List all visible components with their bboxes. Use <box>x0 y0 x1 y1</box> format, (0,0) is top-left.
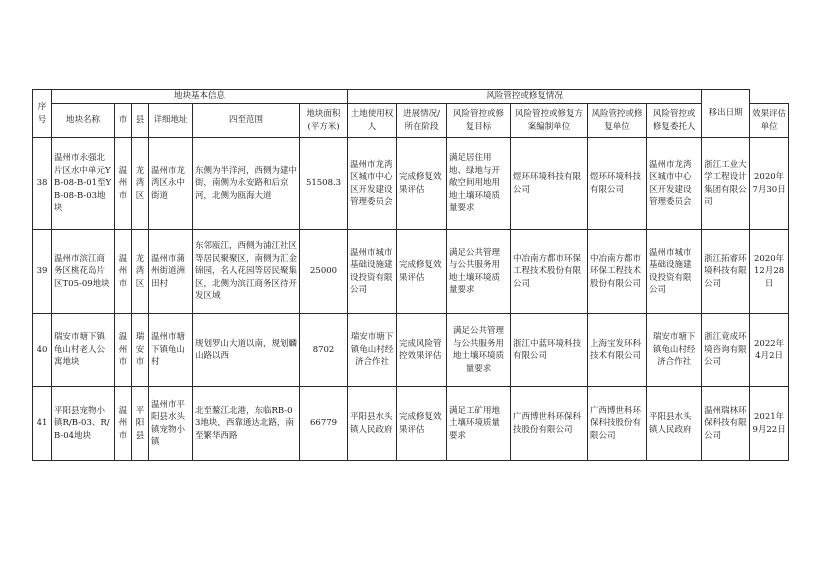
cell-eval-unit: 浙江竟成环境咨询有限公司 <box>702 314 750 387</box>
cell-removed-date: 2022年4月2日 <box>750 314 789 387</box>
cell-site-name: 温州市永强北片区水中单元YB-08-B-01至YB-08-B-03地块 <box>52 138 115 230</box>
cell-seq: 41 <box>33 387 52 461</box>
cell-boundary: 规划罗山大道以南，规划麟山路以西 <box>193 314 300 387</box>
header-target: 风险管控或修复目标 <box>447 104 511 138</box>
header-owner: 土地使用权人 <box>348 104 397 138</box>
header-removed-date: 移出日期 <box>702 90 750 138</box>
cell-plan-unit: 中冶南方都市环保工程技术股份有限公司 <box>511 230 588 314</box>
table-row <box>33 314 789 387</box>
header-plan-unit: 风险管控或修复方案编制单位 <box>511 104 588 138</box>
cell-target: 满足公共管理与公共服务用地土壤环境质量要求 <box>447 230 511 314</box>
cell-boundary: 北至鳌江北港，东临RB-03地块，西靠通达北路，南至繁华西路 <box>193 387 300 461</box>
cell-target: 满足工矿用地土壤环境质量要求 <box>447 387 511 461</box>
cell-repair-unit: 煜环环境科技有限公司 <box>588 138 647 230</box>
cell-area: 25000 <box>300 230 348 314</box>
cell-city: 温州市 <box>115 230 132 314</box>
cell-owner: 平阳县水头镇人民政府 <box>348 387 397 461</box>
cell-progress: 完成修复效果评估 <box>397 387 447 461</box>
cell-county: 瑞安市 <box>132 314 149 387</box>
cell-boundary: 东邻瓯江，西侧为浦江社区等居民聚聚区，南侧为汇金锦园，名人花园等居民聚集区，北侧为滨江商务区待开发区域 <box>193 230 300 314</box>
cell-city: 温州市 <box>115 138 132 230</box>
header-address: 详细地址 <box>149 104 193 138</box>
cell-site-name: 平阳县宠物小镇R/B-03、R/B-04地块 <box>52 387 115 461</box>
cell-owner: 瑞安市塘下镇龟山村经济合作社 <box>348 314 397 387</box>
cell-progress: 完成修复效果评估 <box>397 230 447 314</box>
cell-eval-unit: 温州瑞林环保科技有限公司 <box>702 387 750 461</box>
cell-county: 平阳县 <box>132 387 149 461</box>
cell-progress: 完成修复效果评估 <box>397 138 447 230</box>
header-site-name: 地块名称 <box>52 104 115 138</box>
cell-city: 温州市 <box>115 314 132 387</box>
header-group-risk: 风险管控或修复情况 <box>348 90 702 104</box>
cell-address: 温州市龙湾区永中街道 <box>149 138 193 230</box>
cell-repair-unit: 中冶南方都市环保工程技术股份有限公司 <box>588 230 647 314</box>
header-boundary: 四至范围 <box>193 104 300 138</box>
cell-site-name: 瑞安市塘下镇龟山村老人公寓地块 <box>52 314 115 387</box>
cell-client: 瑞安市塘下镇龟山村经济合作社 <box>647 314 702 387</box>
cell-address: 温州市蒲州街道洲田村 <box>149 230 193 314</box>
cell-address: 温州市平阳县水头镇宠物小镇 <box>149 387 193 461</box>
header-progress: 进展情况/所在阶段 <box>397 104 447 138</box>
cell-area: 8702 <box>300 314 348 387</box>
cell-eval-unit: 浙江拓睿环境科技有限公司 <box>702 230 750 314</box>
cell-plan-unit: 煜环环境科技有限公司 <box>511 138 588 230</box>
cell-removed-date: 2020年7月30日 <box>750 138 789 230</box>
cell-eval-unit: 浙江工业大学工程设计集团有限公司 <box>702 138 750 230</box>
cell-area: 66779 <box>300 387 348 461</box>
contaminated-site-table <box>32 89 789 461</box>
cell-owner: 温州市城市基础设施建设投资有限公司 <box>348 230 397 314</box>
cell-area: 51508.3 <box>300 138 348 230</box>
cell-boundary: 东侧为半洋河，西侧为建中街，南侧为永安路和后京河，北侧为瓯海大道 <box>193 138 300 230</box>
cell-county: 龙湾区 <box>132 230 149 314</box>
cell-target: 满足公共管理与公共服务用地土壤环境质量要求 <box>447 314 511 387</box>
header-repair-unit: 风险管控或修复单位 <box>588 104 647 138</box>
table-row <box>33 387 789 461</box>
cell-target: 满足居住用地、绿地与开敞空间用地用地土壤环境质量要求 <box>447 138 511 230</box>
header-eval-unit: 效果评估单位 <box>750 104 789 138</box>
table-row <box>33 138 789 230</box>
cell-plan-unit: 广西博世科环保科技股份有限公司 <box>511 387 588 461</box>
cell-address: 温州市塘下镇龟山村 <box>149 314 193 387</box>
cell-client: 温州市城市基础设施建设投资有限公司 <box>647 230 702 314</box>
header-row-groups <box>33 90 789 104</box>
cell-repair-unit: 广西博世科环保科技股份有限公司 <box>588 387 647 461</box>
table-row <box>33 230 789 314</box>
cell-removed-date: 2020年12月28日 <box>750 230 789 314</box>
cell-progress: 完成风险管控效果评估 <box>397 314 447 387</box>
header-client: 风险管控或修复委托人 <box>647 104 702 138</box>
cell-seq: 38 <box>33 138 52 230</box>
cell-city: 温州市 <box>115 387 132 461</box>
header-group-basic: 地块基本信息 <box>52 90 348 104</box>
header-county: 县 <box>132 104 149 138</box>
cell-client: 平阳县水头镇人民政府 <box>647 387 702 461</box>
cell-site-name: 温州市滨江商务区桃花岛片区T05-09地块 <box>52 230 115 314</box>
cell-owner: 温州市龙湾区城市中心区开发建设管理委员会 <box>348 138 397 230</box>
cell-seq: 39 <box>33 230 52 314</box>
cell-client: 温州市龙湾区城市中心区开发建设管理委员会 <box>647 138 702 230</box>
header-row-columns <box>33 104 789 138</box>
header-seq: 序号 <box>33 90 52 138</box>
header-city: 市 <box>115 104 132 138</box>
header-area: 地块面积(平方米) <box>300 104 348 138</box>
cell-removed-date: 2021年9月22日 <box>750 387 789 461</box>
cell-plan-unit: 浙江中蓝环境科技有限公司 <box>511 314 588 387</box>
cell-seq: 40 <box>33 314 52 387</box>
cell-county: 龙湾区 <box>132 138 149 230</box>
cell-repair-unit: 上海宝发环科技术有限公司 <box>588 314 647 387</box>
